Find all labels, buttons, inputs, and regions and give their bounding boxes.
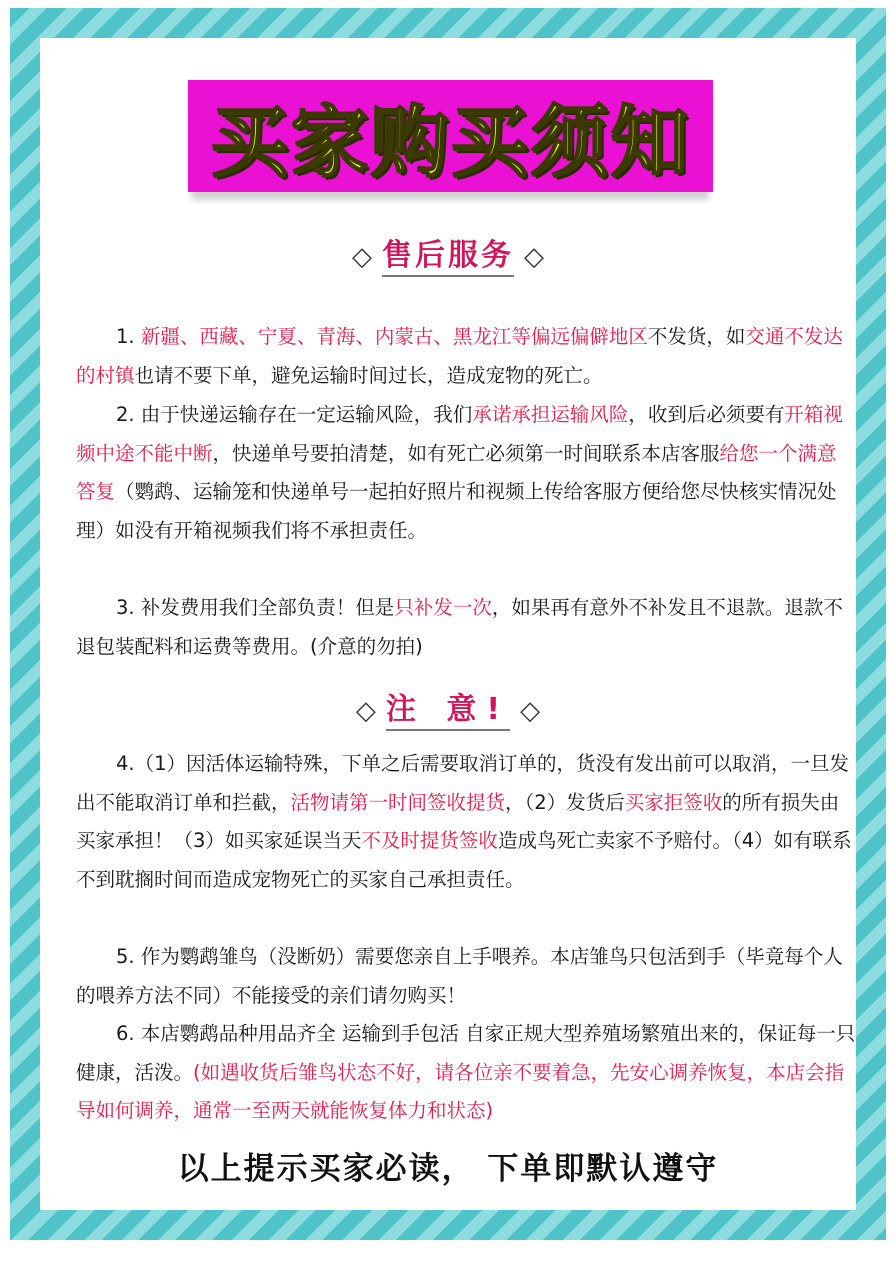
paragraph-2 — [76, 396, 856, 550]
diamond-icon: ◇ — [352, 242, 372, 272]
paragraph-4 — [76, 745, 856, 899]
paragraph-6 — [76, 1015, 856, 1131]
footer-reminder: 以上提示买家必读， 下单即默认遵守 — [177, 1151, 719, 1187]
text-span: 造成鸟死亡卖家不予赔付。（4）如有联系不到耽搁时间而造成宠物死亡的买家自己承担责任。 — [76, 829, 852, 891]
diamond-icon: ◇ — [355, 696, 376, 726]
highlight-text: 不及时提货签收 — [361, 829, 498, 852]
paragraph-5 — [76, 938, 856, 1015]
text-span: 的所有损失由买家承担！（3）如买家延误当天 — [76, 790, 840, 852]
text-span: 不发货，如 — [647, 325, 746, 348]
paragraph-3 — [76, 589, 856, 666]
text-span: 3. 补发费用我们全部负责！但是 — [116, 596, 395, 619]
highlight-text: 交通不发达的村镇 — [76, 325, 843, 387]
highlight-text: 给您一个满意答复 — [76, 441, 837, 503]
section-heading-notice — [40, 684, 856, 728]
highlight-text: 开箱视频中途不能中断 — [76, 403, 843, 465]
text-span: （鹦鹉、运输笼和快递单号一起拍好照片和视频上传给客服方便给您尽快核实情况处理）如没有开箱视频我们将不承担责任。 — [76, 480, 837, 542]
text-span: ，快递单号要拍清楚，如有死亡必须第一时间联系本店客服 — [212, 441, 720, 465]
text-span: 2. 由于快递运输存在一定运输风险，我们 — [116, 403, 473, 426]
diamond-icon: ◇ — [520, 696, 541, 726]
highlight-text: 承诺承担运输风险 — [472, 403, 629, 426]
striped-frame — [10, 8, 886, 1240]
text-span: 5. 作为鹦鹉雏鸟（没断奶）需要您亲自上手喂养。本店雏鸟只包活到手（毕竟每个人的喂养方法不同）不能接受的亲们请勿购买！ — [76, 945, 843, 1007]
page-title: 买家购买须知 — [210, 98, 691, 188]
highlight-text: 活物请第一时间签收提货 — [290, 790, 506, 814]
title-banner — [188, 80, 713, 192]
highlight-text: 新疆、西藏、宁夏、青海、内蒙古、黑龙江等偏远偏僻地区 — [140, 325, 648, 348]
paragraph-1 — [76, 318, 856, 395]
text-span: 4.（1）因活体运输特殊，下单之后需要取消订单的，货没有发出前可以取消，一旦发出不能取消订单和拦截， — [76, 752, 850, 814]
section-label: 售后服务 — [382, 238, 514, 277]
text-span: ，（2）发货后 — [505, 790, 625, 814]
text-span: ，如果再有意外不补发且不退款。退款不退包装配料和运费等费用。(介意的勿拍) — [76, 596, 843, 658]
highlight-text: (如遇收货后雏鸟状态不好，请各位亲不要着急，先安心调养恢复，本店会指导如何调养，通常一至两天就能恢复体力和状态) — [76, 1060, 845, 1122]
diamond-icon: ◇ — [524, 242, 544, 272]
text-span: 1. — [116, 325, 141, 348]
section-heading-after-sales — [40, 230, 856, 274]
highlight-text: 只补发一次 — [394, 596, 492, 619]
text-span: 6. 本店鹦鹉品种用品齐全 运输到手包活 自家正规大型养殖场繁殖出来的，保证每一只健康，活泼。 — [76, 1022, 856, 1084]
section-label: 注 意! — [386, 692, 510, 731]
text-span: 也请不要下单，避免运输时间过长，造成宠物的死亡。 — [134, 363, 603, 387]
highlight-text: 买家拒签收 — [624, 790, 723, 814]
text-span: ，收到后必须要有 — [628, 403, 785, 426]
notice-paper — [40, 38, 856, 1210]
